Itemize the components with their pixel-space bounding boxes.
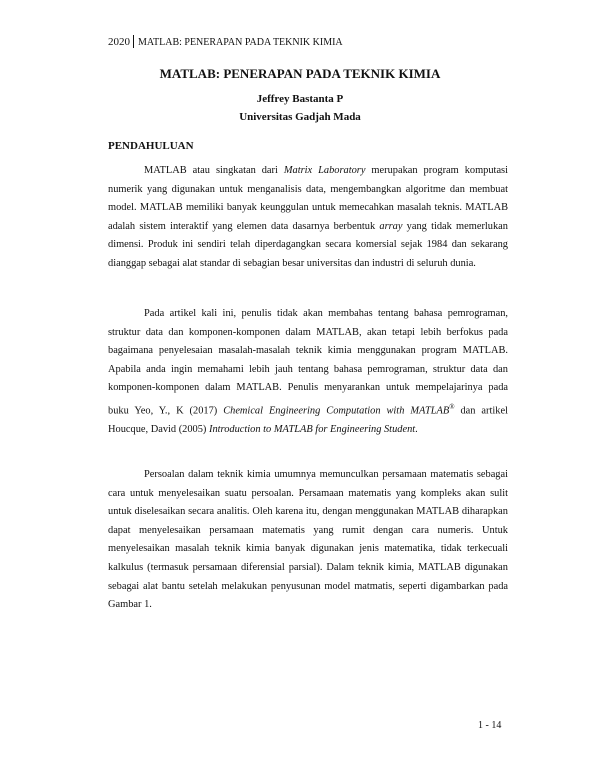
section-heading: PENDAHULUAN — [108, 140, 194, 152]
author-affiliation: Universitas Gadjah Mada — [239, 111, 361, 123]
paragraph-2-book-title: Chemical Engineering Computation with MATLAB — [223, 405, 450, 417]
paragraph-2-text-b: dan artikel Houcque, David (2005) — [108, 405, 508, 436]
paragraph-2 — [108, 305, 508, 440]
paragraph-1-text-a: MATLAB atau singkatan dari — [144, 165, 284, 176]
header-running-title: MATLAB: PENERAPAN PADA TEKNIK KIMIA — [138, 37, 343, 48]
paragraph-3: Persoalan dalam teknik kimia umumnya memunculkan persamaan matematis sebagai cara untuk menyelesaikan suatu persoalan. Persamaan matematis yang kompleks akan sulit untuk diselesaikan secara analitis. Oleh karena itu, dengan menggunakan MATLAB diharapkan dapat menyelesaikan persamaan matematis yang rumit dengan cara numeris. Untuk menyelesaikan masalah teknik kimia banyak digunakan jenis matematika, tidak terkecuali kalkulus (termasuk persamaan diferensial parsial). Dalam teknik kimia, MATLAB digunakan sebagai alat bantu setelah melakukan penyusunan model matmatis, seperti digambarkan pada Gambar 1. — [108, 469, 508, 611]
paragraph-1 — [108, 162, 508, 274]
page-number: 1 - 14 — [478, 720, 502, 731]
author-name: Jeffrey Bastanta P — [256, 93, 344, 105]
header-divider — [133, 35, 134, 48]
paragraph-2-text-c: . — [415, 424, 418, 436]
header-year: 2020 — [108, 36, 130, 48]
paragraph-1-text-c: yang tidak memerlukan dimensi. Produk ini sendiri telah diperdagangkan secara komersial sejak 1984 dan sekarang dianggap sebagai alat standar di sebagian besar universitas dan industri di seluruh dunia. — [108, 220, 508, 269]
registered-mark: ® — [449, 402, 455, 411]
paragraph-1-text-b: merupakan program komputasi numerik yang digunakan untuk menganalisis data, mengembangkan algoritme dan membuat model. MATLAB memiliki banyak keunggulan untuk memecahkan masalah teknis. MATLAB adalah sistem interaktif yang elemen data dasarnya berbentuk — [108, 165, 508, 232]
running-header — [108, 35, 343, 48]
article-title: MATLAB: PENERAPAN PADA TEKNIK KIMIA — [159, 66, 441, 81]
paragraph-1-italic-term-1: Matrix Laboratory — [283, 165, 366, 176]
paragraph-2-article-title: Introduction to MATLAB for Engineering Student — [209, 424, 416, 436]
paragraph-1-italic-term-2: array — [379, 220, 403, 232]
paragraph-2-text-a: Pada artikel kali ini, penulis tidak akan membahas tentang bahasa pemrograman, struktur data dan komponen-komponen dalam MATLAB, akan tetapi lebih berfokus pada bagaimana penyelesaian masalah-masalah teknik kimia menggunakan program MATLAB. Apabila anda ingin memahami lebih jauh tentang bahasa pemrograman, struktur data dan komponen-komponen dalam MATLAB. Penulis menyarankan untuk mempelajarinya pada buku Yeo, Y., K (2017) — [108, 308, 508, 417]
